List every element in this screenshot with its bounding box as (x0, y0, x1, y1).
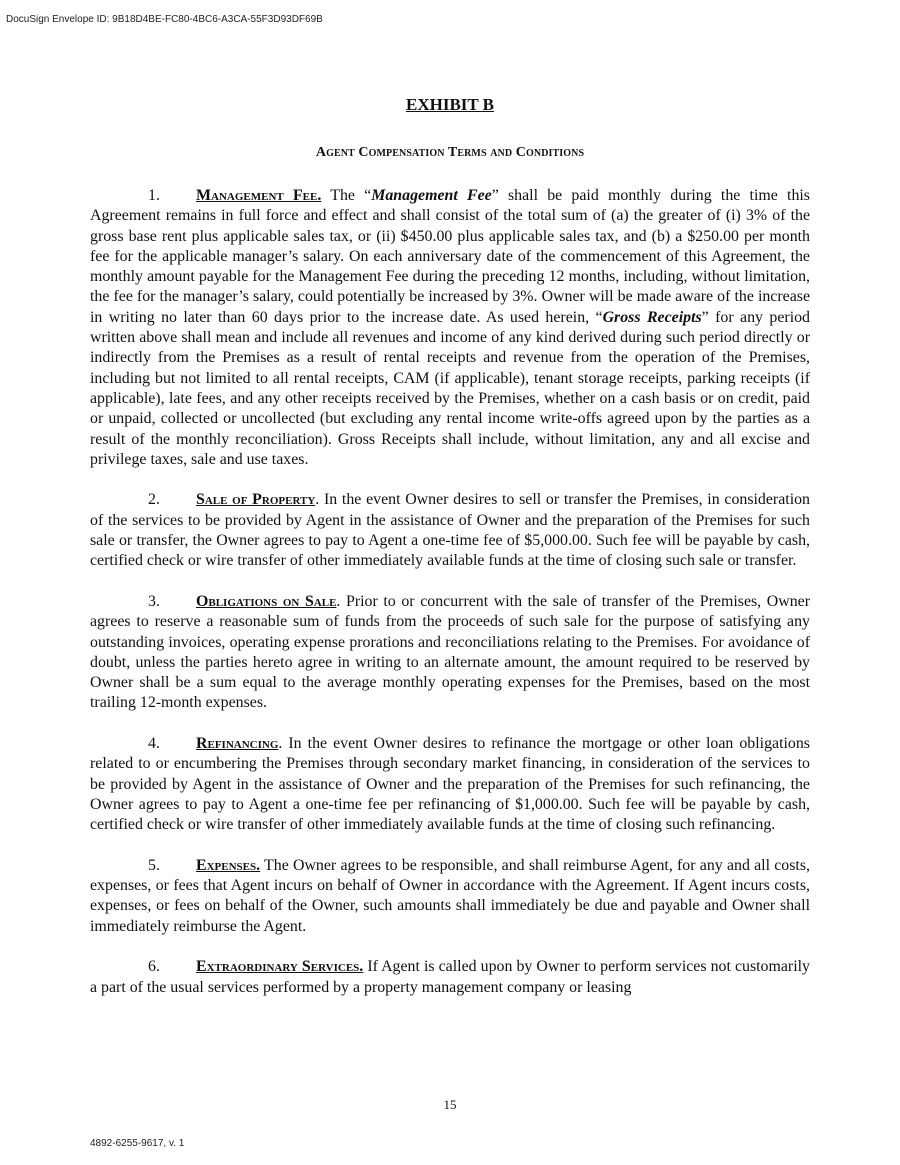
section-sale-of-property (90, 490, 810, 571)
docusign-envelope-id: DocuSign Envelope ID: 9B18D4BE-FC80-4BC6-A3CA-55F3D93DF69B (6, 14, 323, 25)
section-number: 5. (148, 856, 160, 874)
exhibit-title: EXHIBIT B (405, 95, 495, 114)
section-number: 2. (148, 491, 160, 509)
document-body (90, 186, 810, 1018)
section-text: ” shall be paid monthly during the time this Agreement remains in full force and effect and shall consist of the total sum of (a) the greater of (i) 3% of the gross base rent plus applicable sales tax, or (ii) $450.00 plus applicable sales tax, and (b) a $250.00 per month fee for the applicable manager’s salary. On each anniversary date of the commencement of this Agreement, the monthly amount payable for the Management Fee during the preceding 12 months, including, without limitation, the fee for the manager’s salary, could potentially be increased by 3%. Owner will be made aware of the increase in writing no later than 60 days prior to the increase date. As used herein, “ (90, 187, 810, 326)
section-text: . In the event Owner desires to refinance the mortgage or other loan obligations related to or encumbering the Premises through secondary market financing, in consideration of the services to be provided by Agent in the assistance of Owner and the preparation of the Premises for such refinancing, the Owner agrees to pay to Agent a one-time fee per refinancing of $1,000.00. Such fee will be payable by cash, certified check or wire transfer of other immediately available funds at the time of closing such refinancing. (90, 735, 810, 834)
section-obligations-on-sale (90, 592, 810, 714)
section-extraordinary-services (90, 957, 810, 998)
section-text: ” for any period written above shall mean and include all revenues and income of any kind derived during such period directly or indirectly from the Premises as a result of rental receipts and revenue from the operation of the Premises, including but not limited to all rental receipts, CAM (if applicable), tenant storage receipts, parking receipts (if applicable), late fees, and any other receipts received by the Premises, whether on a cash basis or on credit, paid or unpaid, collected or uncollected (but excluding any rental income write-offs agreed upon by the parties as a result of the monthly reconciliation). Gross Receipts shall include, without limitation, any and all excise and privilege taxes, sale and use taxes. (90, 308, 810, 468)
section-number: 4. (148, 735, 160, 753)
section-heading: Obligations on Sale (196, 592, 337, 610)
section-heading: Refinancing (196, 735, 279, 753)
document-id: 4892-6255-9617, v. 1 (90, 1138, 185, 1149)
defined-term: Management Fee (371, 187, 492, 204)
section-heading: Extraordinary Services. (196, 958, 364, 976)
section-number: 1. (148, 187, 160, 204)
section-number: 3. (148, 592, 160, 610)
section-heading: Expenses. (196, 856, 261, 874)
page-number: 15 (443, 1097, 457, 1112)
section-refinancing (90, 734, 810, 835)
section-text: If Agent is called upon by Owner to perform services not customarily a part of the usual services performed by a property management company or leasing (90, 958, 810, 996)
section-expenses (90, 856, 810, 937)
defined-term: Gross Receipts (602, 308, 702, 326)
exhibit-subtitle: Agent Compensation Terms and Conditions (315, 145, 585, 160)
section-text: . Prior to or concurrent with the sale of transfer of the Premises, Owner agrees to reserve a reasonable sum of funds from the proceeds of such sale for the purpose of satisfying any outstanding invoices, operating expense prorations and reconciliations relating to the Premises. For avoidance of doubt, unless the parties hereto agree in writing to an alternate amount, the amount required to be reserved by Owner shall be a sum equal to the average monthly operating expenses for the Premises, based on the most trailing 12-month expenses. (90, 592, 811, 712)
section-text: . In the event Owner desires to sell or transfer the Premises, in consideration of the services to be provided by Agent in the assistance of Owner and the preparation of the Premises for such sale or transfer, the Owner agrees to pay to Agent a one-time fee of $5,000.00. Such fee will be payable by cash, certified check or wire transfer of other immediately available funds at the time of closing such sale or transfer. (90, 491, 810, 570)
section-heading: Management Fee. (196, 187, 322, 204)
section-number: 6. (148, 958, 160, 976)
section-management-fee (90, 186, 810, 470)
section-heading: Sale of Property (196, 491, 316, 509)
section-text: The “ (321, 187, 372, 204)
section-text: The Owner agrees to be responsible, and shall reimburse Agent, for any and all costs, expenses, or fees that Agent incurs on behalf of Owner in accordance with the Agreement. If Agent incurs costs, expenses, or fees on behalf of the Owner, such amounts shall immediately be due and payable and Owner shall immediately reimburse the Agent. (90, 856, 810, 935)
